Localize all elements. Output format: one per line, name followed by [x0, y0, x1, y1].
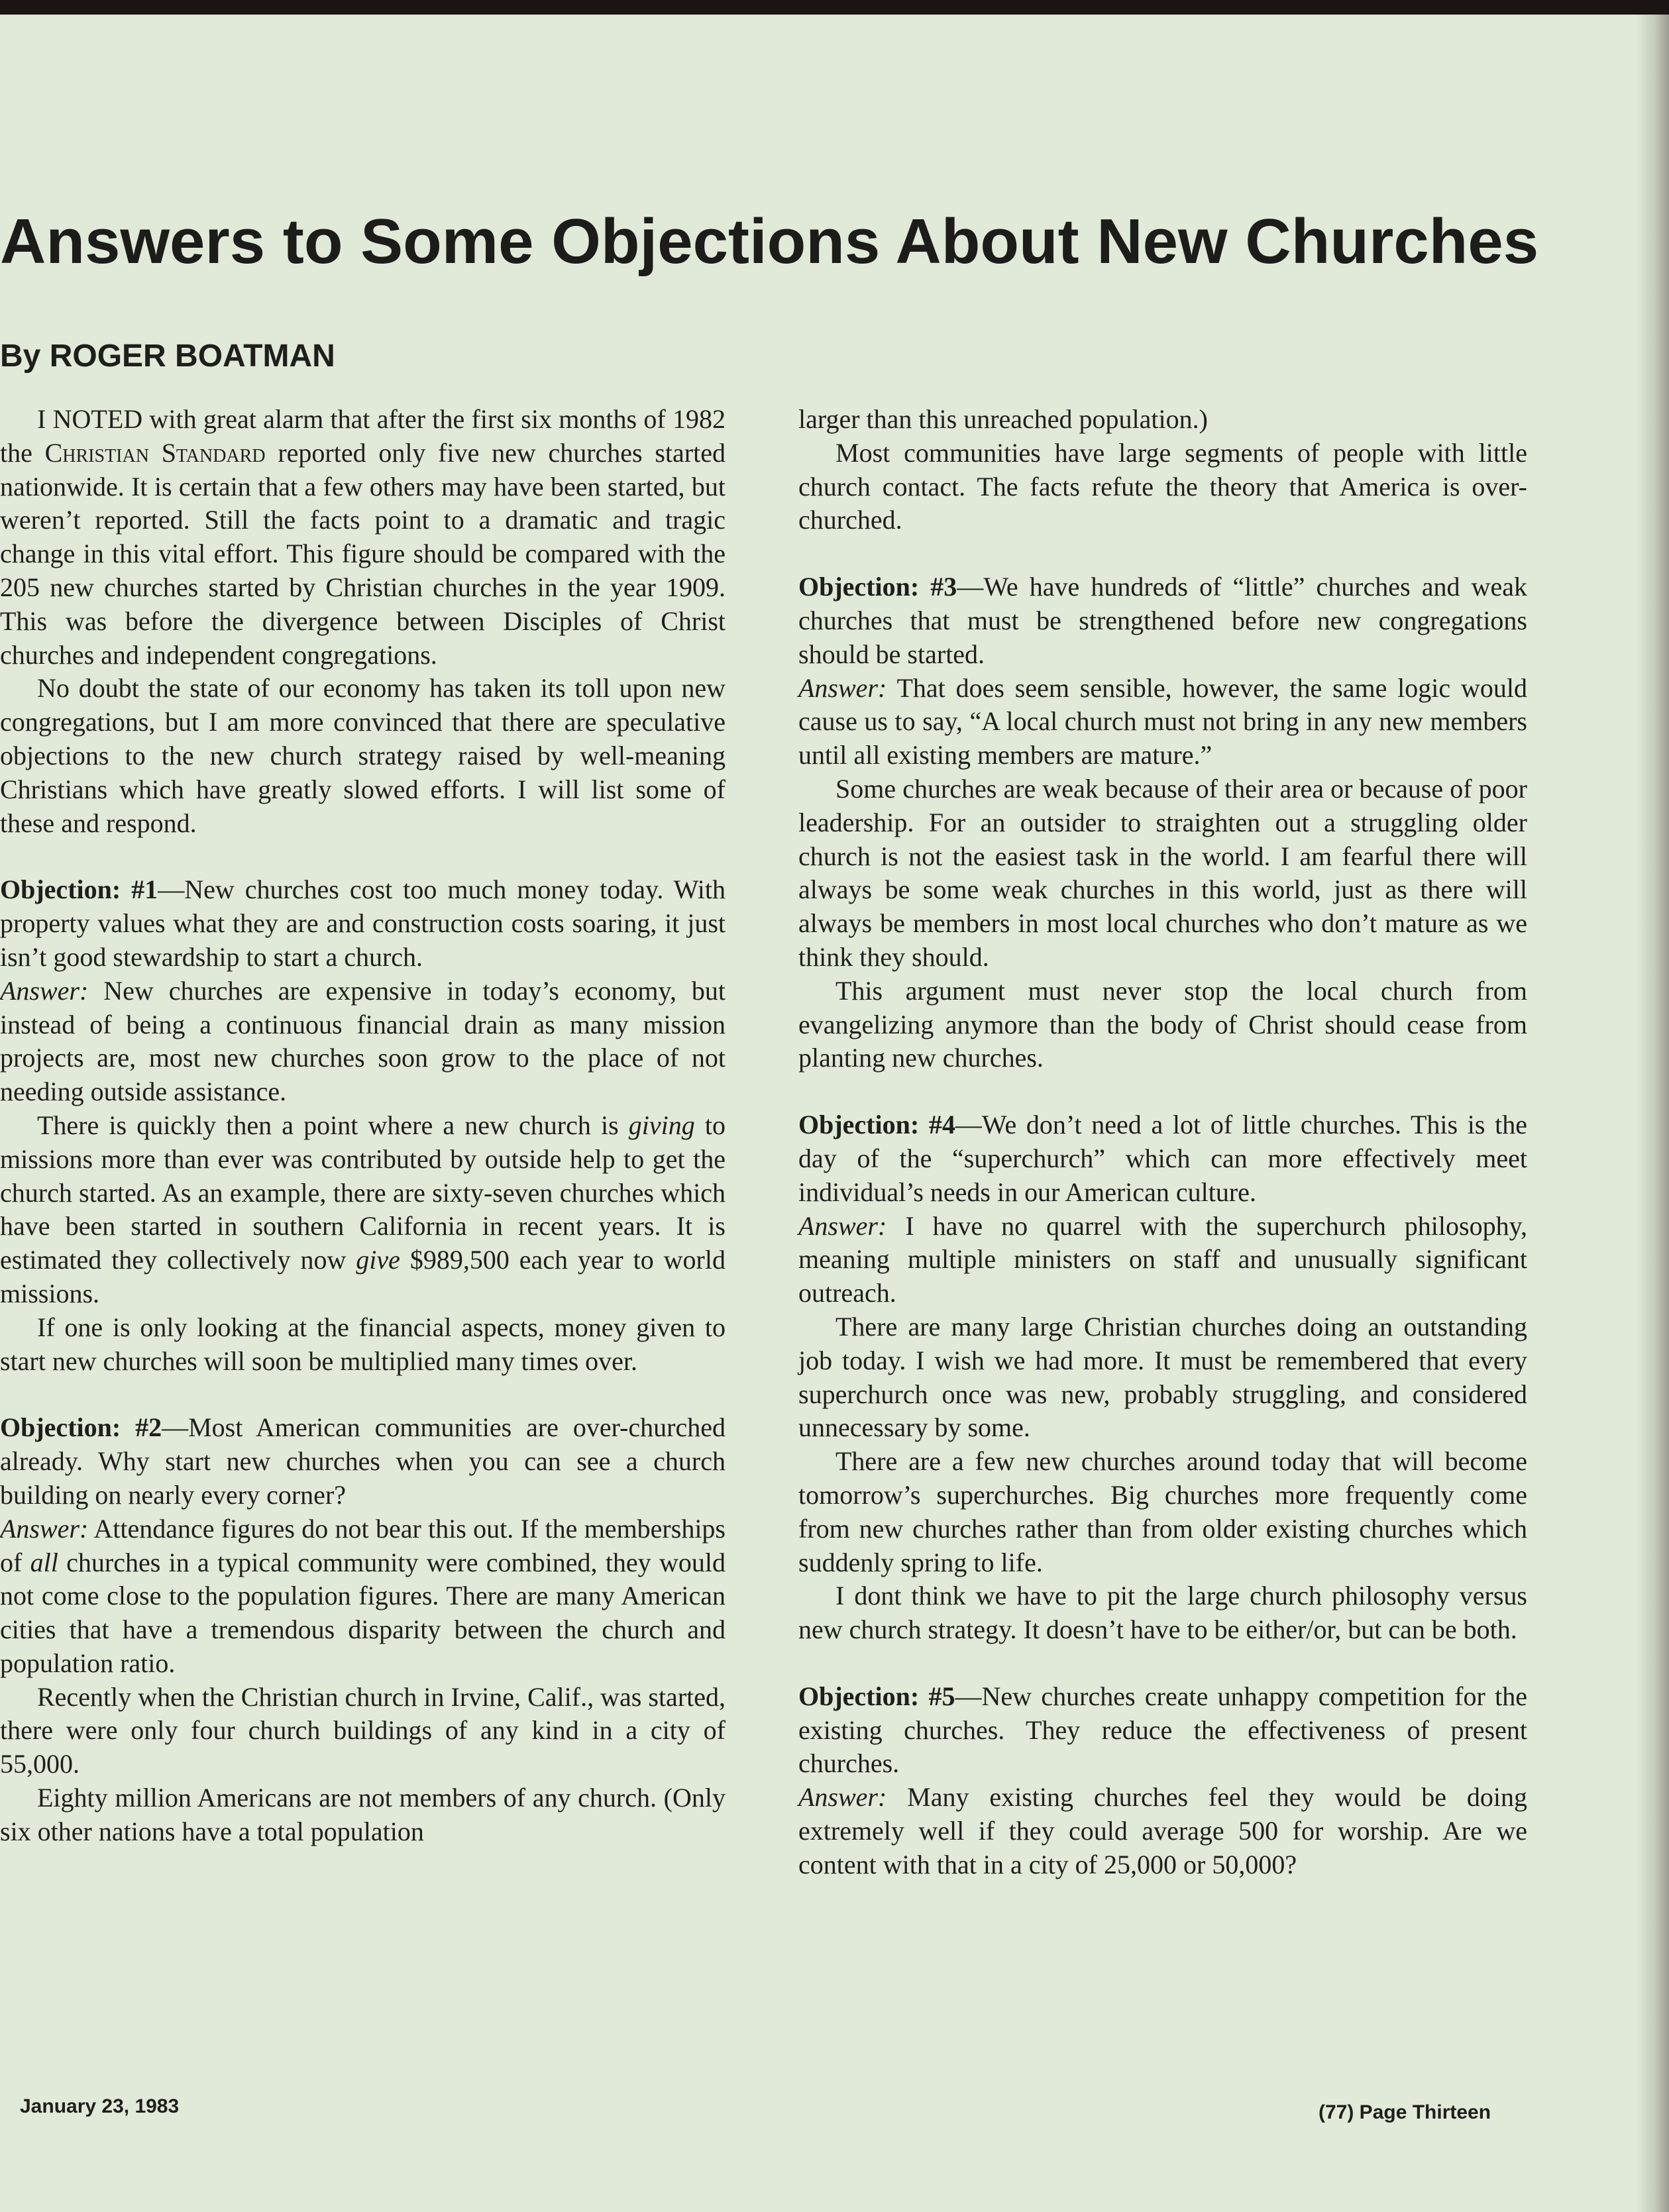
article-title: Answers to Some Objections About New Churches	[0, 206, 1539, 277]
top-edge-band	[0, 0, 1669, 15]
objection-label: Objection: #1	[0, 874, 158, 905]
left-column	[0, 403, 726, 1849]
paragraph: Recently when the Christian church in Irvine, Calif., was started, there were only four church buildings of any kind in a city of 55,000.	[0, 1681, 726, 1779]
answer-label: Answer:	[798, 1782, 887, 1813]
answer-3: Answer: That does seem sensible, however, the same logic would cause us to say, “A local church must not bring in any new members until all existing members are mature.”	[798, 672, 1527, 770]
answer-label: Answer:	[798, 672, 887, 703]
objection-3: Objection: #3—We have hundreds of “little” churches and weak churches that must be strengthened before new congregations should be started.	[798, 572, 1528, 669]
objection-4: Objection: #4—We don’t need a lot of little churches. This is the day of the “superchurch” which can more effectively meet individual’s needs in our American culture.	[798, 1110, 1528, 1207]
objection-5: Objection: #5—New churches create unhappy competition for the existing churches. They reduce the effectiveness of present churches.	[798, 1681, 1528, 1779]
paragraph: There are many large Christian churches doing an outstanding job today. I wish we had more. It must be remembered that every superchurch once was new, probably struggling, and considered unnecessary by some.	[798, 1311, 1527, 1443]
page-gutter-shadow	[1636, 15, 1669, 2212]
paragraph: Most communities have large segments of people with little church contact. The facts refute the theory that America is over-churched.	[798, 437, 1527, 535]
paragraph: This argument must never stop the local church from evangelizing anymore than the body of Christ should cease from planting new churches.	[798, 975, 1527, 1073]
publication-name: Christian Standard	[44, 437, 266, 468]
paragraph: Some churches are weak because of their area or because of poor leadership. For an outsider to straighten out a struggling older church is not the easiest task in the world. I am fearful there will always be some weak churches in this world, just as there will always be members in most local churches who don’t mature as we think they should.	[798, 773, 1527, 972]
objection-label: Objection: #5	[798, 1681, 955, 1711]
right-column	[798, 403, 1527, 1882]
issue-date: January 23, 1983	[20, 2095, 180, 2117]
objection-label: Objection: #3	[798, 572, 957, 602]
paragraph-continued: larger than this unreached population.)	[798, 404, 1208, 434]
answer-5: Answer: Many existing churches feel they would be doing extremely well if they could average 500 for worship. Are we content with that in a city of 25,000 or 50,000?	[798, 1782, 1527, 1879]
objection-1: Objection: #1—New churches cost too much money today. With property values what they are and construction costs soaring, it just isn’t good stewardship to start a church.	[0, 874, 726, 972]
page-number: (77) Page Thirteen	[1319, 2101, 1491, 2123]
paragraph: There is quickly then a point where a new church is giving to missions more than ever was contributed by outside help to get the church started. As an example, there are sixty-seven churches which have been started in southern California in recent years. It is estimated they collectively now give $989,500 each year to world missions.	[0, 1110, 726, 1308]
answer-2: Answer: Attendance figures do not bear this out. If the memberships of all churches in a typical community were combined, they would not come close to the population figures. There are many American cities that have a tremendous disparity between the church and population ratio.	[0, 1513, 726, 1678]
answer-label: Answer:	[798, 1210, 887, 1241]
article-byline: By ROGER BOATMAN	[0, 339, 335, 374]
answer-label: Answer:	[0, 1513, 89, 1544]
paragraph: No doubt the state of our economy has taken its toll upon new congregations, but I am more convinced that there are speculative objections to the new church strategy raised by well-meaning Christians which have greatly slowed efforts. I will list some of these and respond.	[0, 673, 726, 838]
objection-label: Objection: #4	[798, 1110, 955, 1140]
paragraph: If one is only looking at the financial aspects, money given to start new churches will soon be multiplied many times over.	[0, 1312, 726, 1376]
intro-paragraph: I NOTED with great alarm that after the first six months of 1982 the Christian Standard reported only five new churches started nationwide. It is certain that a few others may have been started, but weren’t reported. Still the facts point to a dramatic and tragic change in this vital effort. This figure should be compared with the 205 new churches started by Christian churches in the year 1909. This was before the divergence between Disciples of Christ churches and independent congregations.	[0, 404, 726, 670]
answer-label: Answer:	[0, 975, 89, 1006]
answer-4: Answer: I have no quarrel with the superchurch philosophy, meaning multiple ministers on staff and unusually significant outreach.	[798, 1210, 1527, 1308]
paragraph: I dont think we have to pit the large church philosophy versus new church strategy. It doesn’t have to be either/or, but can be both.	[798, 1581, 1527, 1645]
paragraph: Eighty million Americans are not members of any church. (Only six other nations have a total population	[0, 1783, 726, 1846]
paragraph: There are a few new churches around today that will become tomorrow’s superchurches. Big churches more frequently come from new churches rather than from older existing churches which suddenly spring to life.	[798, 1446, 1527, 1577]
objection-2: Objection: #2—Most American communities are over-churched already. Why start new churches when you can see a church building on nearly every corner?	[0, 1412, 726, 1510]
objection-label: Objection: #2	[0, 1412, 162, 1443]
answer-1: Answer: New churches are expensive in today’s economy, but instead of being a continuous financial drain as many mission projects are, most new churches soon grow to the place of not needing outside assistance.	[0, 975, 726, 1107]
